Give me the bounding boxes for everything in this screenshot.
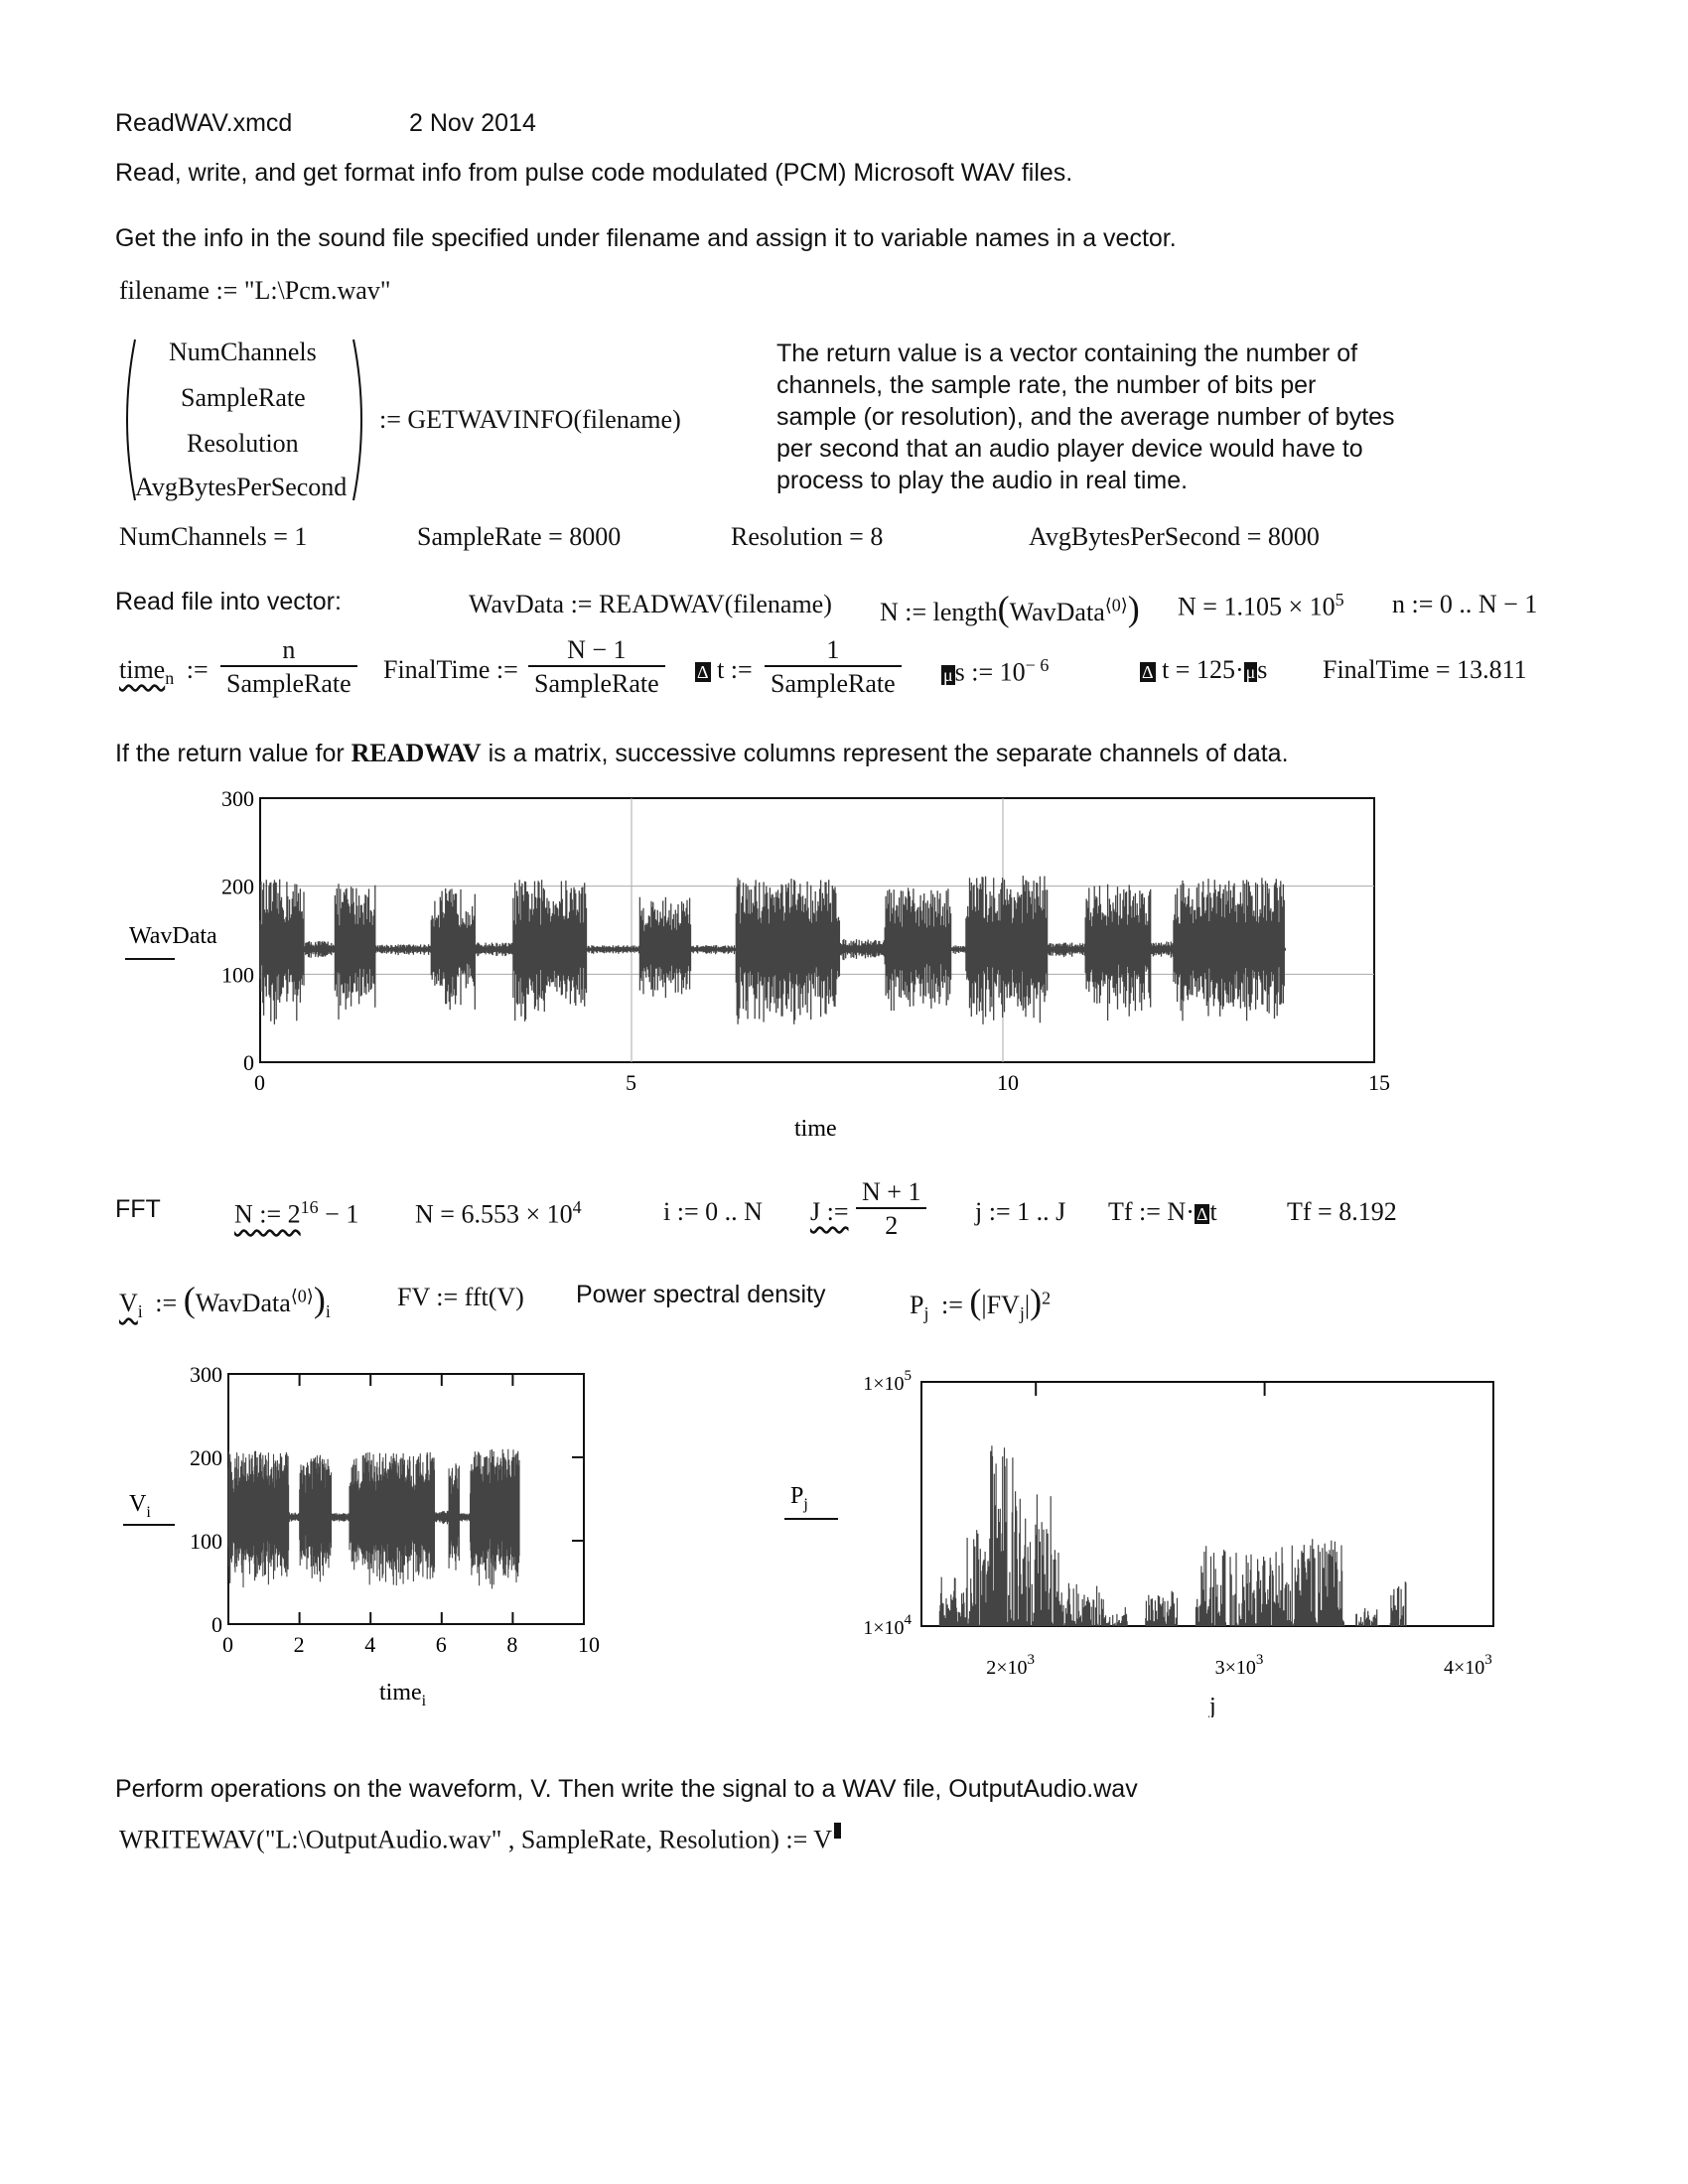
getwavinfo-call: := GETWAVINFO(filename) <box>379 405 681 434</box>
document-filename: ReadWAV.xmcd <box>115 109 293 137</box>
matrix-note <box>115 739 1289 768</box>
y-tick-label: 0 <box>243 1050 254 1075</box>
j-range: j := 1 .. J <box>975 1197 1066 1226</box>
matrix-note-before: If the return value for <box>115 740 352 767</box>
vector-item-samplerate: SampleRate <box>181 383 306 412</box>
finaltime-lhs: FinalTime := <box>383 655 518 684</box>
p-definition: $P_j$ := $(|FV_j|)^2$ <box>910 1282 1052 1324</box>
footer-text: Perform operations on the waveform, V. Then write the signal to a WAV file, OutputAudio.wav <box>115 1775 1138 1803</box>
fv-definition: FV := fft(V) <box>397 1283 524 1311</box>
v-time-chart <box>99 1360 735 1717</box>
mu-symbol: μ <box>1245 662 1256 682</box>
p-exponent: 2 <box>1042 1288 1052 1308</box>
finaltime-numerator: N − 1 <box>567 635 627 664</box>
y-tick-label: 300 <box>190 1362 222 1387</box>
x-tick-label: 10 <box>578 1632 600 1657</box>
x-tick-label: $2\times 10^3$ <box>986 1652 1035 1679</box>
J-fraction <box>856 1177 926 1241</box>
x-axis-label: j <box>1209 1694 1216 1717</box>
filename-definition: filename := "L:\Pcm.wav" <box>119 276 391 305</box>
writewav-definition <box>119 1823 841 1855</box>
finaltime-fraction <box>528 635 665 699</box>
matrix-note-after: is a matrix, successive columns represent the separate channels of data. <box>481 740 1289 767</box>
y-axis-label: $V_i$ <box>129 1491 151 1521</box>
avgbytes-result: AvgBytesPerSecond = 8000 <box>1029 522 1320 551</box>
x-tick-label: 15 <box>1368 1070 1390 1095</box>
i-range: i := 0 .. N <box>663 1197 763 1226</box>
J-lhs <box>810 1197 849 1227</box>
x-tick-label: 0 <box>254 1070 265 1095</box>
y-tick-label: 200 <box>221 874 254 899</box>
dt-result <box>1140 655 1267 685</box>
dt-lhs-text: t := <box>717 655 753 684</box>
n-length-lhs: N := length <box>880 598 998 626</box>
fft-label: FFT <box>115 1195 161 1223</box>
v-rhs-col: ⟨0⟩ <box>290 1286 314 1306</box>
J-numerator: N + 1 <box>862 1177 921 1206</box>
fft-n-def-tail: − 1 <box>318 1199 359 1229</box>
p-rhs: FV <box>986 1291 1020 1319</box>
cursor-mark[interactable] <box>834 1823 841 1839</box>
y-tick-label: 200 <box>190 1445 222 1470</box>
time-subscript: n <box>165 668 175 689</box>
delta-symbol: Δ <box>697 662 709 682</box>
tf-def-text: Tf := N· <box>1108 1197 1195 1226</box>
y-axis-label: $P_j$ <box>790 1483 808 1513</box>
dt-numerator: 1 <box>826 635 840 664</box>
time-definition-lhs <box>119 655 209 689</box>
v-subscript: i <box>137 1301 143 1322</box>
time-assign: := <box>186 655 209 684</box>
p-assign: := <box>940 1291 963 1319</box>
dt-result-text: t = 125· <box>1162 655 1244 684</box>
x-tick-label: 2 <box>293 1632 305 1657</box>
y-tick-label: 0 <box>211 1612 222 1637</box>
p-rhs-subscript: j <box>1019 1303 1025 1324</box>
psd-label: Power spectral density <box>576 1281 826 1308</box>
finaltime-result: FinalTime = 13.811 <box>1323 655 1527 684</box>
fft-n-definition <box>234 1197 358 1230</box>
microsecond-exponent: − 6 <box>1025 655 1050 675</box>
n-length-col: ⟨0⟩ <box>1104 595 1128 615</box>
x-tick-label: $3\times 10^3$ <box>1214 1652 1264 1679</box>
x-tick-label: 5 <box>626 1070 636 1095</box>
fft-n-result-exp: 4 <box>572 1197 582 1217</box>
vector-item-resolution: Resolution <box>187 429 299 458</box>
vector-item-avgbytes: AvgBytesPerSecond <box>135 473 348 501</box>
numchannels-result: NumChannels = 1 <box>119 522 308 551</box>
n-result-mantissa: N = 1.105 × 10 <box>1178 592 1336 621</box>
wavdata-time-chart <box>0 784 1688 1142</box>
delta-symbol: Δ <box>1196 1204 1208 1224</box>
info-desc-line-2: channels, the sample rate, the number of bits per <box>776 371 1317 399</box>
n-length-definition: N := length(WavData$^{⟨0⟩}$) <box>880 589 1140 628</box>
fft-n-def-base: N := 2 <box>234 1199 301 1229</box>
info-vector <box>117 336 371 504</box>
x-tick-label: $4\times 10^3$ <box>1444 1652 1492 1679</box>
dt-result-unit: s <box>1257 655 1268 684</box>
v-assign: := <box>155 1289 178 1317</box>
psd-series <box>939 1445 1406 1626</box>
y-tick-label: 100 <box>221 962 254 988</box>
J-denominator: 2 <box>856 1207 926 1241</box>
dt-denominator: SampleRate <box>765 665 902 699</box>
v-rhs-subscript: i <box>325 1301 331 1322</box>
samplerate-result: SampleRate = 8000 <box>417 522 622 551</box>
n-range: n := 0 .. N − 1 <box>1392 590 1538 618</box>
v-variable: V <box>119 1289 138 1317</box>
y-tick-label: $1\times 10^4$ <box>863 1612 912 1639</box>
getinfo-text: Get the info in the sound file specified under filename and assign it to variable names in a vector. <box>115 224 1177 252</box>
x-tick-label: 10 <box>997 1070 1019 1095</box>
n-result-exponent: 5 <box>1335 590 1344 610</box>
vector-item-numchannels: NumChannels <box>169 338 317 366</box>
info-desc-line-3: sample (or resolution), and the average number of bytes <box>776 403 1395 431</box>
readwav-definition: WavData := READWAV(filename) <box>469 590 832 618</box>
y-axis-label: WavData <box>129 923 217 949</box>
x-tick-label: 8 <box>506 1632 518 1657</box>
writewav-text: WRITEWAV("L:\OutputAudio.wav" , SampleRate, Resolution) := V <box>119 1825 833 1854</box>
time-fraction <box>220 635 357 699</box>
x-tick-label: 0 <box>222 1632 233 1657</box>
x-axis-label: time$_i$ <box>379 1680 427 1709</box>
x-tick-label: 6 <box>435 1632 447 1657</box>
x-axis-label: time <box>794 1116 837 1142</box>
fft-n-def-exp: 16 <box>300 1197 319 1217</box>
y-tick-label: $1\times 10^5$ <box>863 1368 912 1395</box>
time-denominator: SampleRate <box>220 665 357 699</box>
dt-lhs <box>695 655 753 685</box>
time-variable: time <box>119 655 166 684</box>
microsecond-def-text: s := 10 <box>954 657 1026 687</box>
n-result <box>1178 590 1344 622</box>
mu-symbol: μ <box>943 664 953 685</box>
x-tick-label: 4 <box>364 1632 376 1657</box>
info-desc-line-5: process to play the audio in real time. <box>776 467 1189 494</box>
resolution-result: Resolution = 8 <box>731 522 884 551</box>
p-variable: P <box>910 1291 924 1319</box>
tf-result: Tf = 8.192 <box>1287 1197 1397 1226</box>
J-lhs-text: J := <box>810 1197 849 1226</box>
time-numerator: n <box>282 635 296 664</box>
tf-definition <box>1108 1197 1217 1227</box>
tf-def-tail: t <box>1209 1197 1217 1226</box>
y-tick-label: 300 <box>221 786 254 811</box>
intro-text: Read, write, and get format info from pulse code modulated (PCM) Microsoft WAV files. <box>115 159 1073 187</box>
info-desc-line-1: The return value is a vector containing the number of <box>776 340 1358 367</box>
finaltime-denominator: SampleRate <box>528 665 665 699</box>
dt-fraction <box>765 635 902 699</box>
delta-symbol: Δ <box>1142 662 1154 682</box>
p-subscript: j <box>923 1303 929 1324</box>
read-file-label: Read file into vector: <box>115 588 342 615</box>
info-desc-line-4: per second that an audio player device would have to <box>776 435 1363 463</box>
fft-n-result <box>415 1197 582 1230</box>
psd-chart <box>755 1350 1609 1717</box>
v-rhs: WavData <box>195 1289 291 1317</box>
waveform-series <box>228 1449 519 1589</box>
matrix-note-function: READWAV <box>351 739 482 767</box>
document-date: 2 Nov 2014 <box>409 109 536 137</box>
n-length-arg: WavData <box>1009 598 1105 626</box>
fft-n-result-mantissa: N = 6.553 × 10 <box>415 1199 573 1229</box>
y-tick-label: 100 <box>190 1529 222 1554</box>
microsecond-definition <box>941 655 1049 688</box>
v-definition: $V_i$ := $(WavData^{⟨0⟩})_i$ <box>119 1280 331 1322</box>
